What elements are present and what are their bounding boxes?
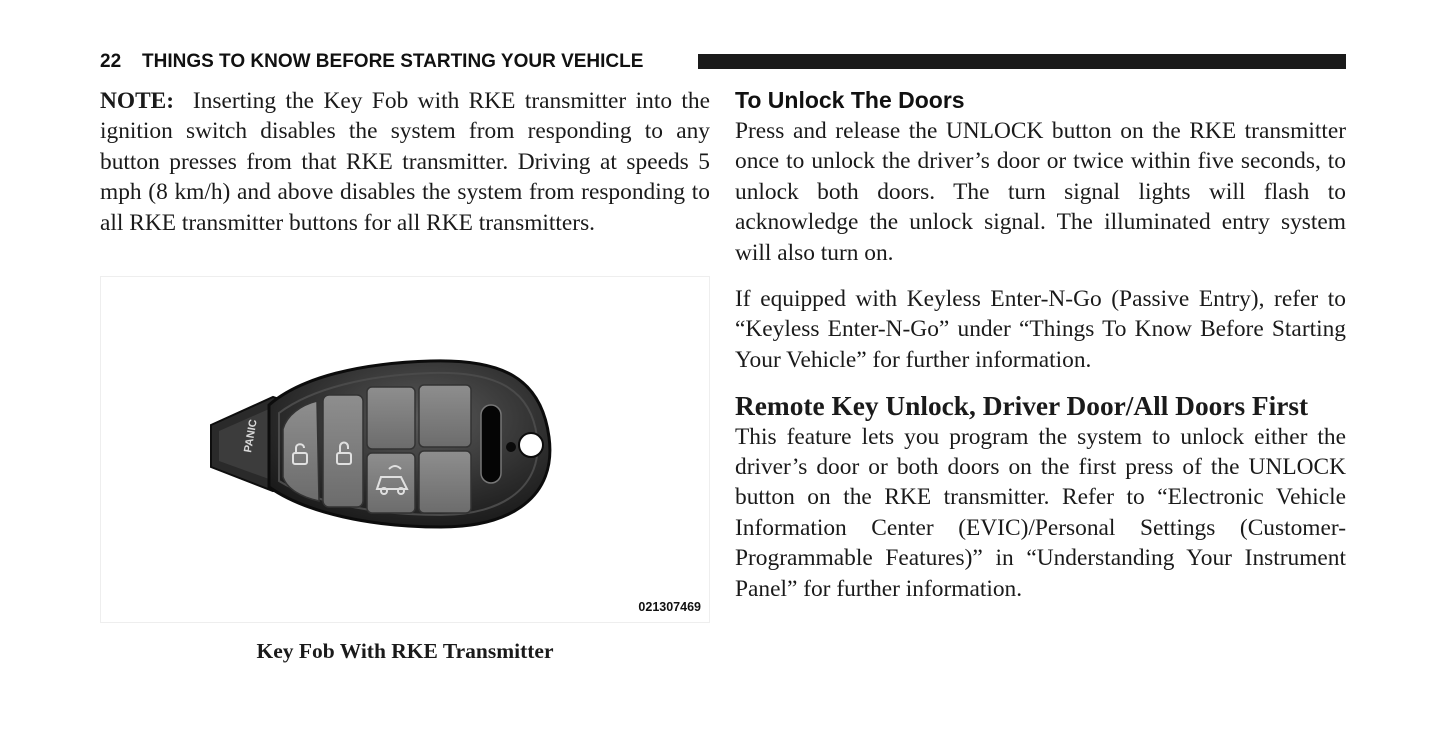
running-title: THINGS TO KNOW BEFORE STARTING YOUR VEHICLE <box>142 51 644 72</box>
figure-code: 021307469 <box>638 600 701 614</box>
key-fob-figure <box>100 276 710 623</box>
key-fob-illustration <box>101 277 711 624</box>
button-top-4 <box>419 385 471 447</box>
remote-start-button <box>367 453 415 513</box>
right-column <box>735 86 1346 604</box>
button-top-3 <box>367 387 415 449</box>
left-column <box>100 86 710 238</box>
header-rule <box>698 54 1346 69</box>
panic-label: PANIC <box>242 418 260 454</box>
unlock-button <box>323 395 363 507</box>
note-label: NOTE: <box>100 88 175 114</box>
page-number: 22 <box>100 51 122 72</box>
figure-caption: Key Fob With RKE Transmitter <box>256 639 554 663</box>
note-text: Inserting the Key Fob with RKE transmitter into the ignition switch disables the system from responding to any button presses from that RKE transmitter. Driving at speeds 5 mph (8 km/h) and above disables the system from responding to all RKE transmitter buttons for all RKE transmitters. <box>100 88 711 236</box>
section-heading-remote-key-unlock: Remote Key Unlock, Driver Door/All Doors First <box>735 391 1309 422</box>
button-bottom-4 <box>419 451 471 513</box>
section-heading-unlock-doors: To Unlock The Doors <box>735 87 965 113</box>
remote-key-unlock-paragraph: This feature lets you program the system to unlock either the driver’s door or both doors on the first press of the UNLOCK button on the RKE transmitter. Refer to “Electronic Vehicle Information Center (EVIC)/Personal Settings (Customer-Programmable Features)” in “Understanding Your Instrument Panel” for further information. <box>735 423 1346 602</box>
note-paragraph <box>100 86 710 238</box>
page-header <box>100 50 1346 74</box>
keyless-enter-n-go-paragraph: If equipped with Keyless Enter-N-Go (Passive Entry), refer to “Keyless Enter-N-Go” under “Things To Know Before Starting Your Vehicle” for further information. <box>735 286 1346 373</box>
unlock-doors-paragraph: Press and release the UNLOCK button on the RKE transmitter once to unlock the driver’s door or twice within five seconds, to unlock both doors. The turn signal lights will flash to acknowledge the unlock signal. The illuminated entry system will also turn on. <box>735 118 1346 266</box>
